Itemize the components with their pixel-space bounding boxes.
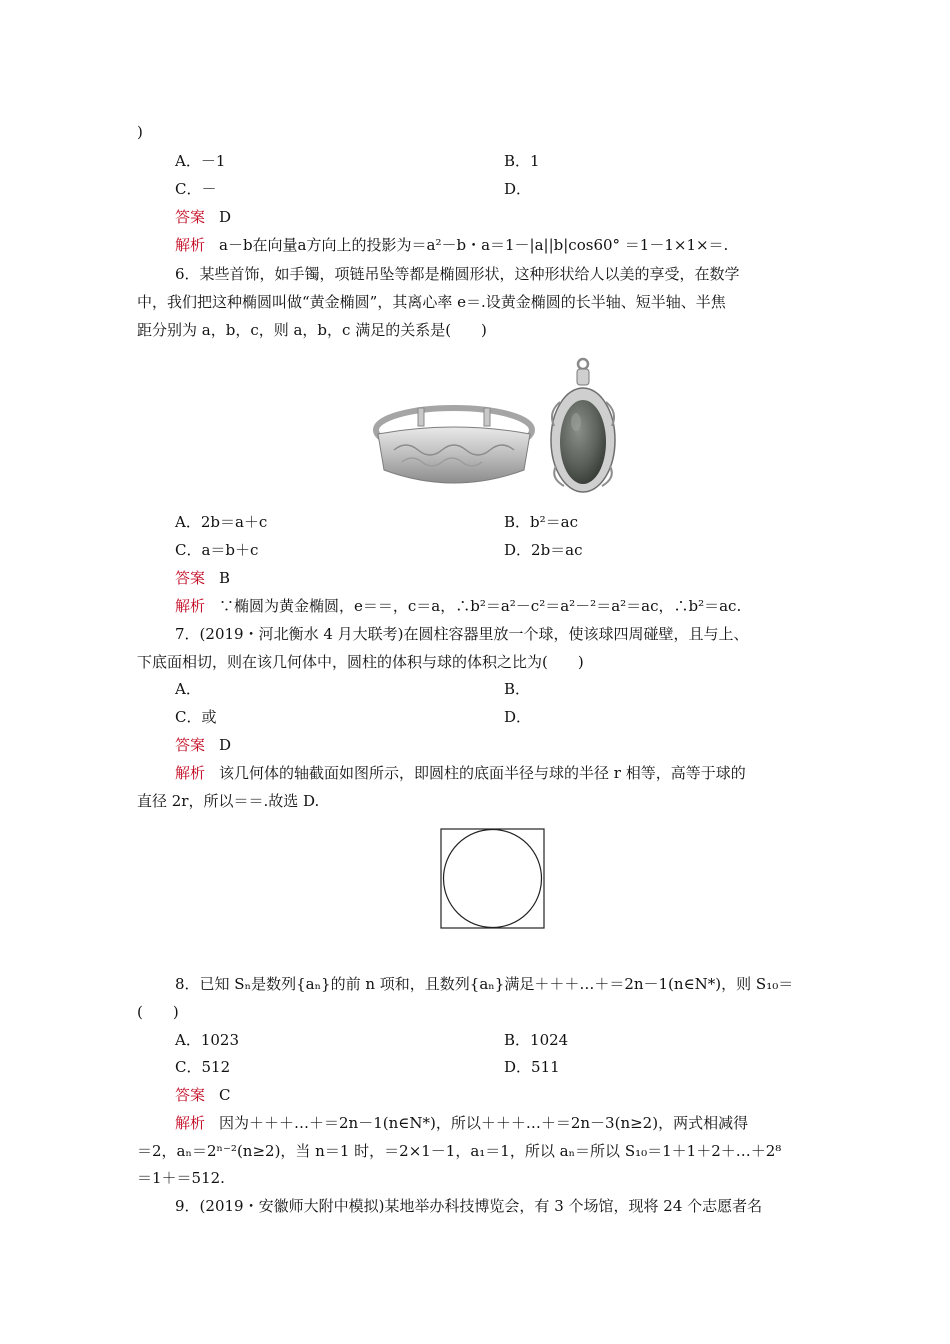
q8-option-a: A．1023	[175, 1031, 240, 1049]
solution-text: 该几何体的轴截面如图所示，即圆柱的底面半径与球的半径 r 相等，高等于球的	[219, 764, 746, 782]
q7-answer	[175, 735, 231, 755]
solution-text: ∵椭圆为黄金椭圆，e＝＝，c＝a，∴b²＝a²－c²＝a²－²＝a²＝ac，∴b²＝ac.	[219, 597, 742, 615]
pendant-image	[548, 356, 618, 494]
q6-stem-line-2: 中，我们把这种椭圆叫做“黄金椭圆”，其离心率 e＝.设黄金椭圆的长半轴、短半轴、半焦	[137, 293, 726, 311]
cylinder-section-square	[441, 829, 544, 928]
q8-stem-line-2: ( )	[137, 1003, 179, 1021]
q8-option-d: D．511	[504, 1058, 560, 1076]
q5-option-a: A．－1	[175, 152, 226, 170]
q8-option-b: B．1024	[504, 1031, 569, 1049]
q7-option-b: B．	[504, 680, 531, 698]
q6-stem-line-3: 距分别为 a，b，c，则 a，b，c 满足的关系是( )	[137, 321, 487, 339]
answer-label: 答案	[175, 736, 206, 754]
sphere-section-circle	[444, 830, 542, 928]
solution-text: 因为＋＋＋…＋＝2n－1(n∈N*)，所以＋＋＋…＋＝2n－3(n≥2)，两式相减得	[219, 1114, 749, 1132]
q5-solution	[175, 235, 728, 255]
q7-option-a: A．	[175, 680, 201, 698]
q8-option-c: C．512	[175, 1058, 231, 1076]
q5-option-d: D．	[504, 180, 532, 198]
q7-stem-line-1: 7．(2019・河北衡水 4 月大联考)在圆柱容器里放一个球，使该球四周碰壁，且与上、	[175, 625, 749, 643]
q5-answer	[175, 207, 231, 227]
cylinder-sphere-cross-section-figure	[440, 828, 546, 930]
q7-solution-line-2: 直径 2r，所以＝＝.故选 D.	[137, 792, 320, 810]
q5-continuation: )	[137, 123, 143, 141]
q6-option-a: A．2b＝a＋c	[175, 513, 268, 531]
answer-label: 答案	[175, 569, 206, 587]
q8-solution-line-1	[175, 1113, 748, 1133]
q8-solution-line-3: ＝1＋＝512.	[137, 1169, 225, 1187]
answer-value: D	[219, 736, 232, 754]
q6-option-b: B．b²＝ac	[504, 513, 578, 531]
bracelet-image	[372, 400, 536, 492]
answer-label: 答案	[175, 1086, 206, 1104]
q7-option-c: C．或	[175, 708, 217, 726]
q7-option-d: D．	[504, 708, 532, 726]
solution-label: 解析	[175, 764, 206, 782]
q6-answer	[175, 568, 230, 588]
q6-solution	[175, 596, 741, 616]
solution-text: a－b在向量a方向上的投影为＝a²－b・a＝1－|a||b|cos60° ＝1－1×1×＝.	[219, 236, 729, 254]
q6-stem-line-1: 6．某些首饰，如手镯，项链吊坠等都是椭圆形状，这种形状给人以美的享受，在数学	[175, 265, 740, 283]
answer-label: 答案	[175, 208, 206, 226]
q6-option-d: D．2b＝ac	[504, 541, 583, 559]
q8-solution-line-2: ＝2，aₙ＝2ⁿ⁻²(n≥2)，当 n＝1 时，＝2×1－1，a₁＝1，所以 aₙ＝所以 S₁₀＝1＋1＋2＋…＋2⁸	[137, 1142, 782, 1160]
answer-value: C	[219, 1086, 231, 1104]
q5-option-b: B．1	[504, 152, 540, 170]
answer-value: B	[219, 569, 231, 587]
q8-stem-line-1: 8．已知 Sₙ是数列{aₙ}的前 n 项和，且数列{aₙ}满足＋＋＋…＋＝2n－1(n∈N*)，则 S₁₀＝	[175, 975, 794, 993]
solution-label: 解析	[175, 1114, 206, 1132]
q7-stem-line-2: 下底面相切，则在该几何体中，圆柱的体积与球的体积之比为( )	[137, 653, 584, 671]
solution-label: 解析	[175, 236, 206, 254]
solution-label: 解析	[175, 597, 206, 615]
q8-answer	[175, 1085, 231, 1105]
q6-option-c: C．a＝b＋c	[175, 541, 259, 559]
q7-solution-line-1	[175, 763, 746, 783]
q9-stem-line-1: 9．(2019・安徽师大附中模拟)某地举办科技博览会，有 3 个场馆，现将 24 个志愿者名	[175, 1197, 763, 1215]
q5-option-c: C．－	[175, 180, 217, 198]
answer-value: D	[219, 208, 232, 226]
